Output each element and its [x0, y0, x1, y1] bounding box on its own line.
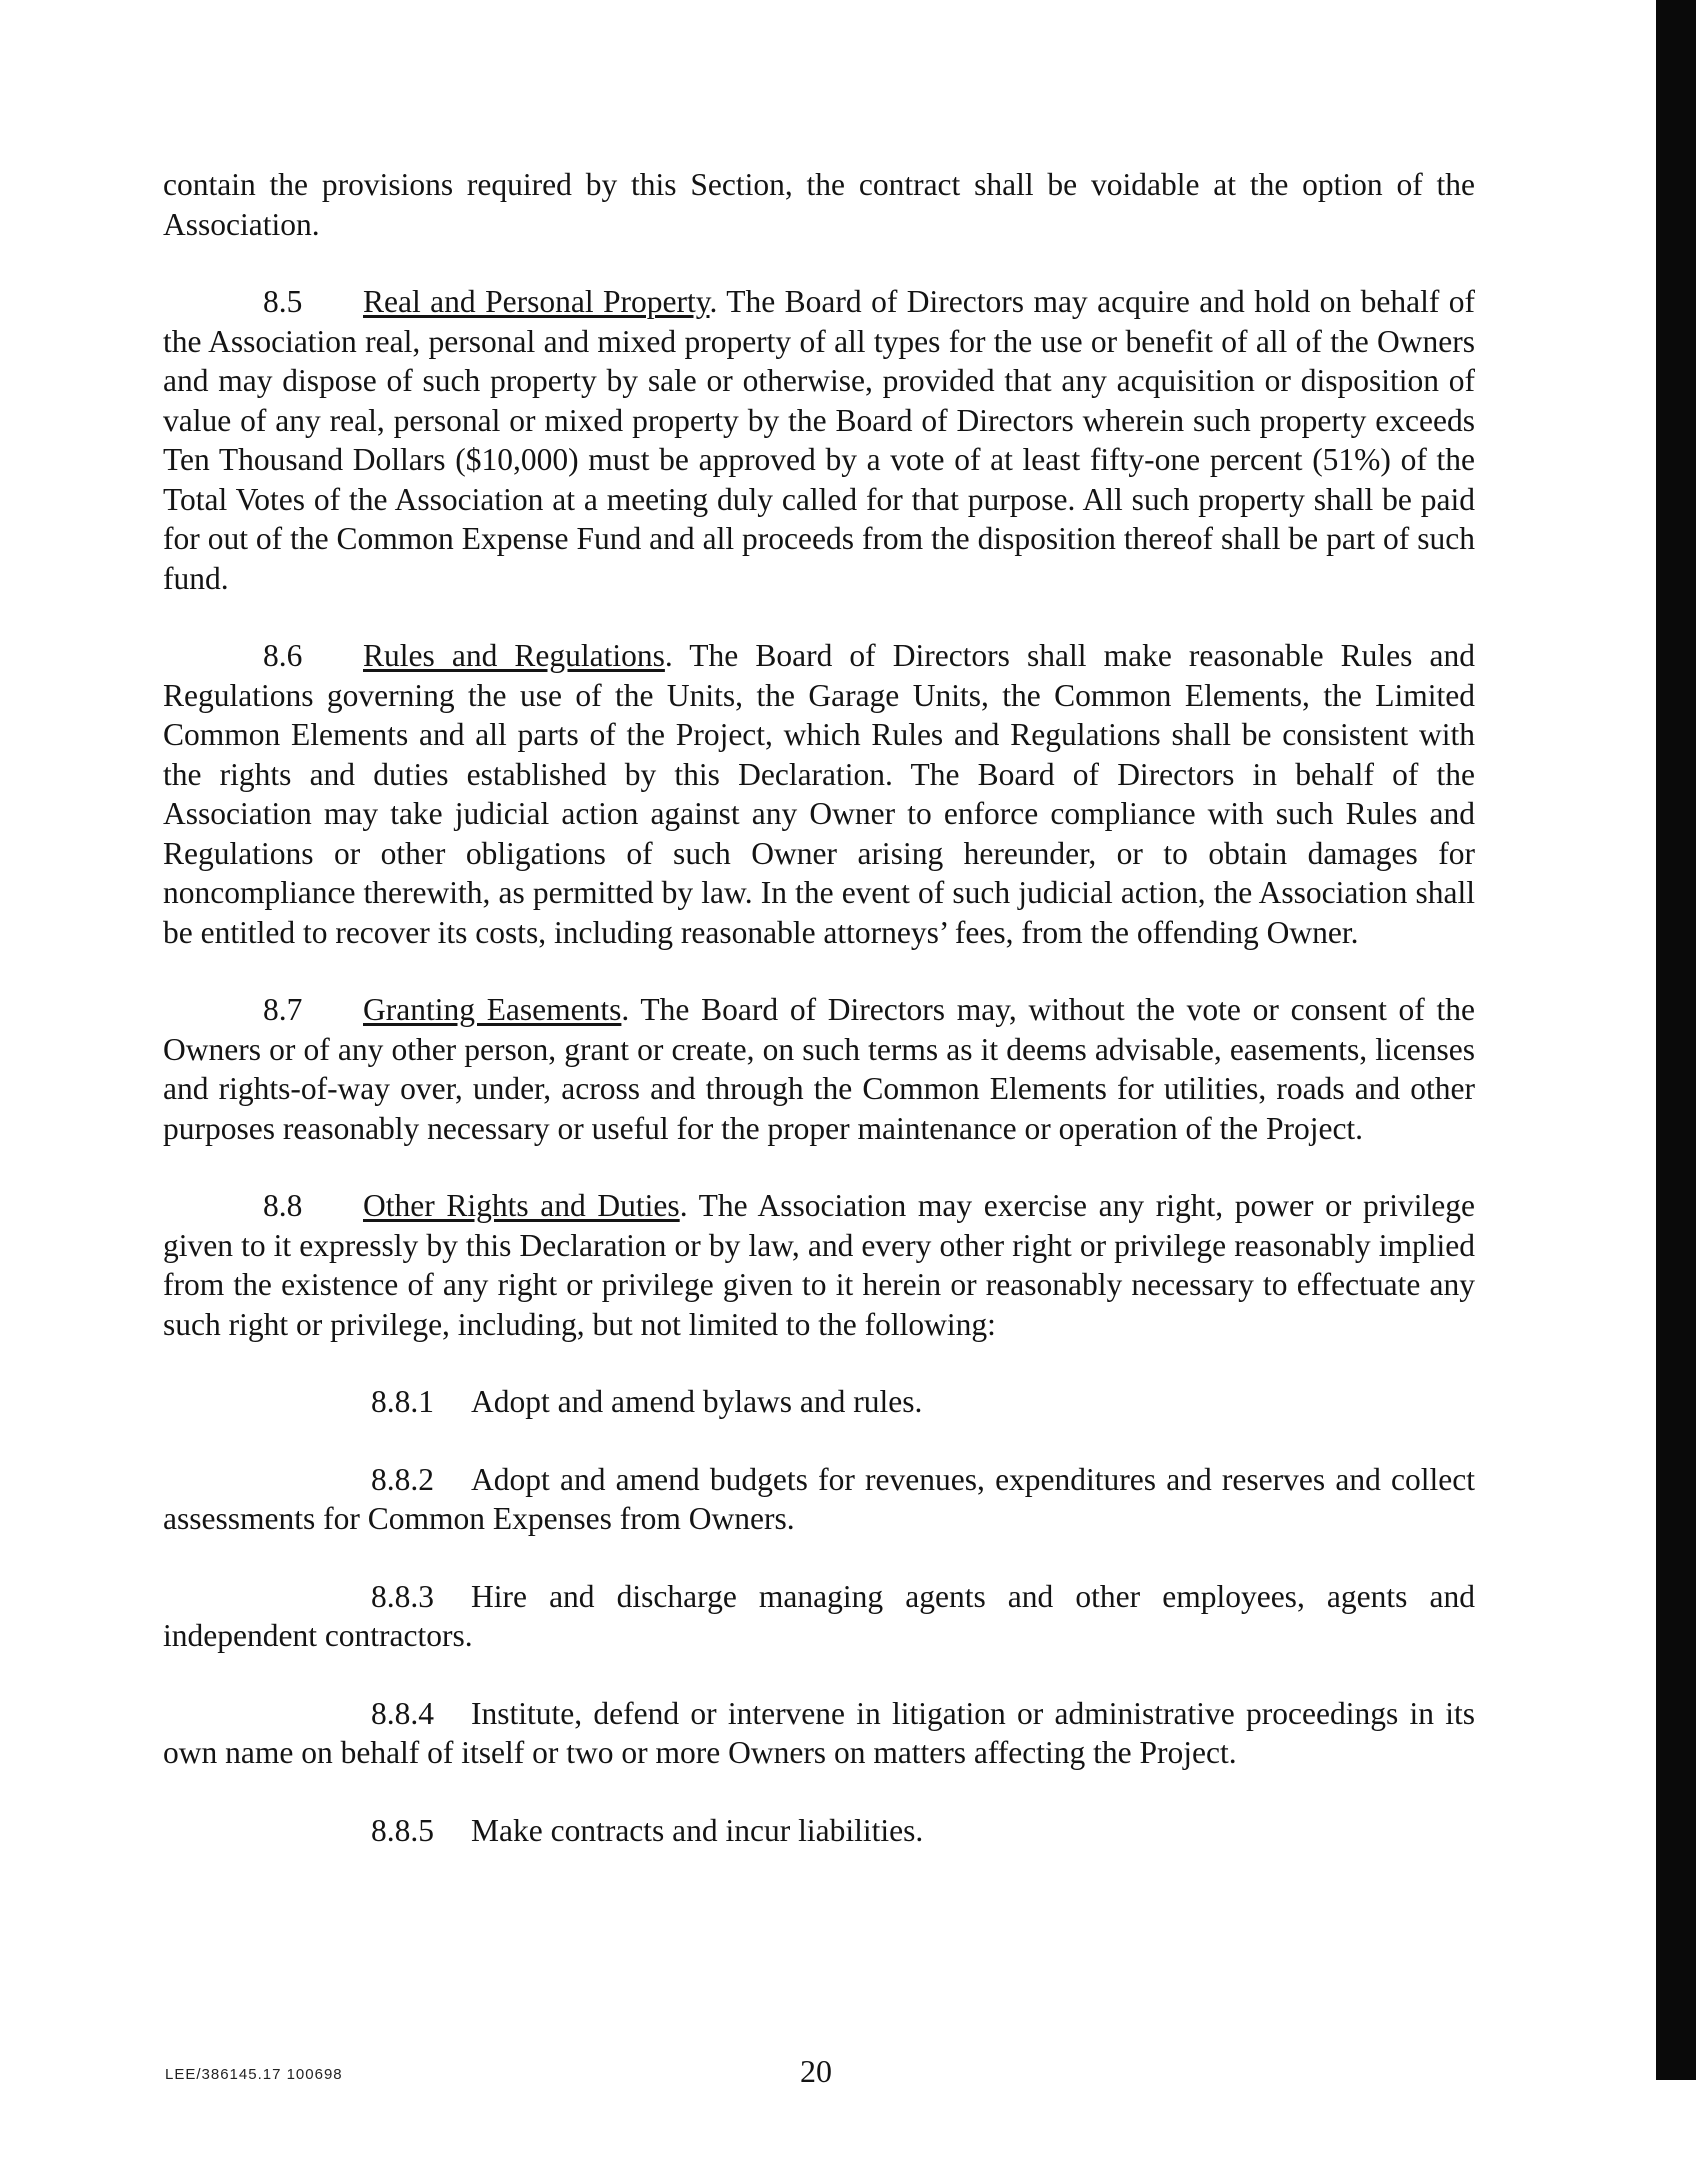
- subsection-8-8-4: [163, 1694, 1475, 1773]
- footer-doc-ref: LEE/386145.17 100698: [165, 2066, 343, 2083]
- page-number: 20: [800, 2053, 832, 2089]
- section-body: . The Board of Directors shall make reasonable Rules and Regulations governing the use of the Units, the Garage Units, the Common Elements, the Limited Common Elements and all parts of the Project, which Rules and Regulations shall be consistent with the rights and duties established by this Declaration. The Board of Directors in behalf of the Association may take judicial action against any Owner to enforce compliance with such Rules and Regulations or other obligations of such Owner arising hereunder, or to obtain damages for noncompliance therewith, as permitted by law. In the event of such judicial action, the Association shall be entitled to recover its costs, including reasonable attorneys’ fees, from the offending Owner.: [163, 638, 1475, 950]
- subsection-number: 8.8.2: [371, 1461, 434, 1497]
- section-number: 8.7: [263, 992, 303, 1027]
- subsection-text: Make contracts and incur liabilities.: [471, 1812, 924, 1848]
- subsection-8-8-5: [163, 1811, 1475, 1851]
- subsection-text: Adopt and amend bylaws and rules.: [471, 1384, 923, 1419]
- section-number: 8.5: [263, 284, 303, 319]
- section-body: . The Board of Directors may acquire and hold on behalf of the Association real, personal and mixed property of all types for the use or benefit of all of the Owners and may dispose of such property by sale or otherwise, provided that any acquisition or disposition of value of any real, personal or mixed property by the Board of Directors wherein such property exceeds Ten Thousand Dollars ($10,000) must be approved by a vote of at least fifty-one percent (51%) of the Total Votes of the Association at a meeting duly called for that purpose. All such property shall be paid for out of the Common Expense Fund and all proceeds from the disposition thereof shall be part of such fund.: [163, 284, 1476, 596]
- section-8-8: [163, 1186, 1475, 1344]
- section-body: . The Association may exercise any right, power or privilege given to it expressly by this Declaration or by law, and every other right or privilege reasonably implied from the existence of any right or privilege given to it herein or reasonably necessary to effectuate any such right or privilege, including, but not limited to the following:: [163, 1188, 1476, 1342]
- section-heading: Other Rights and Duties: [363, 1188, 680, 1223]
- subsection-number: 8.8.3: [371, 1578, 434, 1614]
- subsection-8-8-2: [163, 1460, 1475, 1539]
- section-heading: Rules and Regulations: [363, 638, 665, 673]
- subsection-8-8-1: [163, 1382, 1475, 1422]
- subsection-number: 8.8.1: [371, 1384, 434, 1419]
- section-number: 8.6: [263, 638, 303, 673]
- document-body: [163, 165, 1475, 1850]
- subsection-8-8-3: [163, 1577, 1475, 1656]
- subsection-number: 8.8.4: [371, 1695, 434, 1731]
- section-heading: Real and Personal Property: [363, 284, 710, 319]
- section-number: 8.8: [263, 1188, 303, 1223]
- intro-paragraph: contain the provisions required by this Section, the contract shall be voidable at the option of the Association.: [163, 167, 1475, 242]
- section-body: . The Board of Directors may, without the vote or consent of the Owners or of any other person, grant or create, on such terms as it deems advisable, easements, licenses and rights-of-way over, under, across and through the Common Elements for utilities, roads and other purposes reasonably necessary or useful for the proper maintenance or operation of the Project.: [163, 992, 1475, 1146]
- subsection-text: Adopt and amend budgets for revenues, expenditures and reserves and collect assessments for Common Expenses from Owners.: [163, 1461, 1475, 1536]
- subsection-number: 8.8.5: [371, 1812, 434, 1848]
- scan-edge-bar: [1656, 0, 1696, 2080]
- section-8-7: [163, 990, 1475, 1148]
- section-8-6: [163, 636, 1475, 952]
- section-8-5: [163, 282, 1475, 598]
- subsection-text: Institute, defend or intervene in litigation or administrative proceedings in its own name on behalf of itself or two or more Owners on matters affecting the Project.: [163, 1695, 1475, 1770]
- section-heading: Granting Easements: [363, 992, 622, 1027]
- subsection-text: Hire and discharge managing agents and other employees, agents and independent contractors.: [163, 1578, 1475, 1653]
